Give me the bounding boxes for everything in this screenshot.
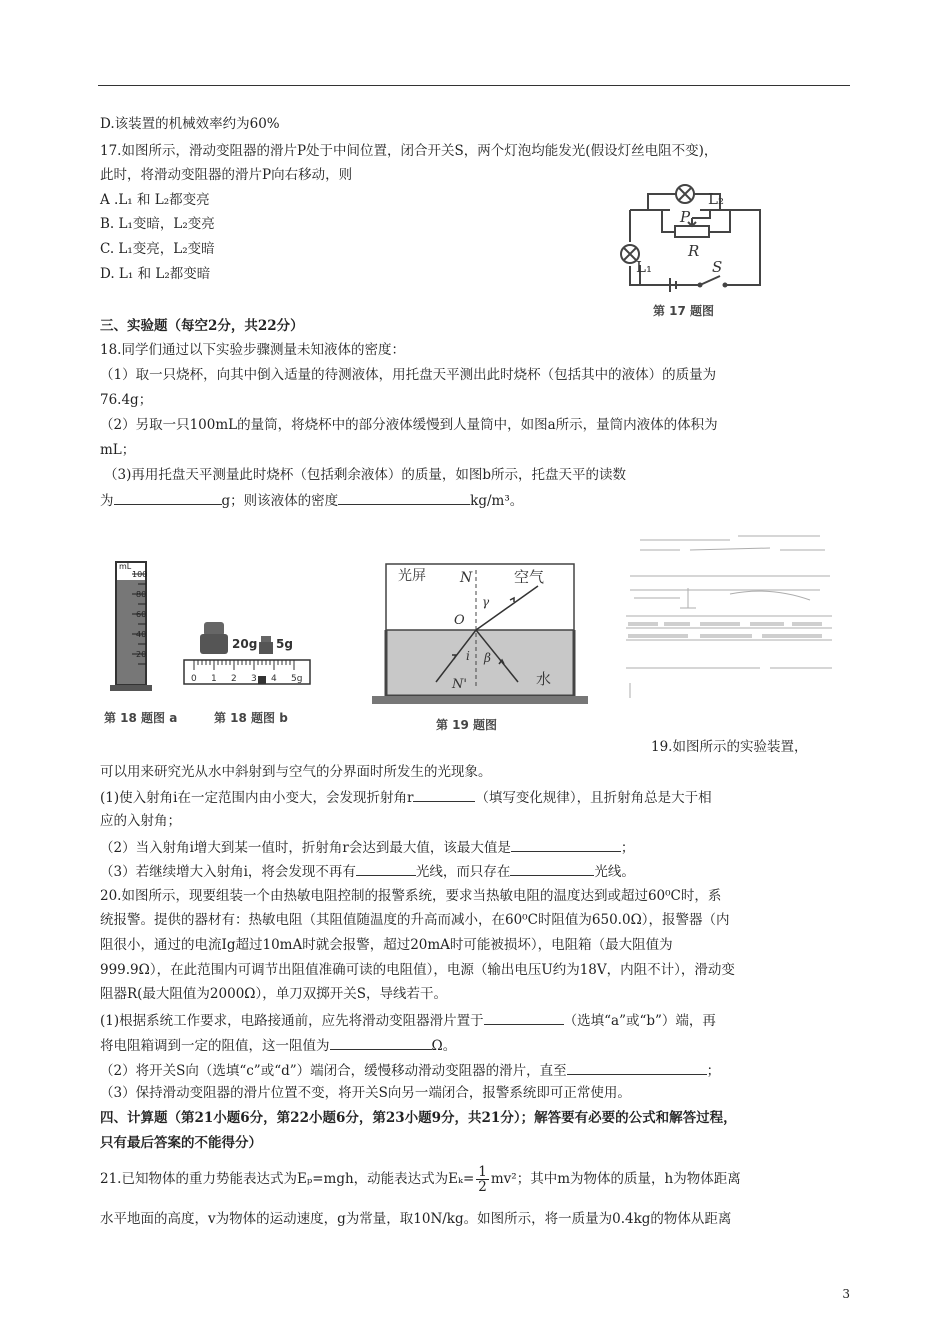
q20-part3: （3）保持滑动变阻器的滑片位置不变，将开关S向另一端闭合，报警系统即可正常使用。 [100, 1085, 631, 1101]
q20-stem-3: 阻很小，通过的电流Ig超过10mA时就会报警，超过20mA时可能被损坏），电阻箱（最大阻值为 [100, 937, 673, 953]
q19-part2-suffix: ； [620, 840, 635, 856]
fig19-o-label: O [454, 613, 465, 628]
fig19-caption: 第 19 题图 [436, 718, 498, 732]
q21-stem-2: 水平地面的高度，v为物体的运动速度，g为常量，取10N/kg。如图所示，将一质量为0.4kg的物体从距离 [100, 1211, 732, 1227]
q20-part2-suffix: ； [706, 1063, 721, 1079]
q20-stem-1: 20.如图所示，现要组装一个由热敏电阻控制的报警系统，要求当热敏电阻的温度达到或超过60⁰C时，系 [100, 888, 722, 904]
q18-step3-b [100, 490, 523, 510]
q20-condition-blank[interactable] [567, 1060, 707, 1075]
page-number: 3 [842, 1287, 850, 1301]
fig18a-caption: 第 18 题图 a [104, 711, 178, 725]
q18-mass-blank[interactable] [114, 490, 222, 505]
q17-stem-1: 17.如图所示，滑动变阻器的滑片P处于中间位置，闭合开关S，两个灯泡均能发光(假设灯丝电阻不变)， [100, 143, 718, 159]
figure-18b-balance [180, 612, 320, 692]
fig18a-tick-20: 20 [136, 650, 147, 659]
q18-step1-b: 76.4g； [100, 392, 153, 408]
fig18b-weight-5g: 5g [276, 637, 293, 651]
fig18b-scale-3: 3 [251, 674, 257, 684]
q16-option-d: D.该装置的机械效率约为60% [100, 116, 280, 132]
fig19-i-label: i [466, 649, 470, 663]
q20-part2-prefix: （2）将开关S向（选填“c”或“d”）端闭合，缓慢移动滑动变阻器的滑片，直至 [100, 1063, 567, 1079]
fraction-denominator: 2 [478, 1179, 487, 1195]
fig18b-caption: 第 18 题图 b [214, 711, 288, 725]
figure-18a-cylinder [108, 552, 158, 702]
q20-stem-2: 统报警。提供的器材有：热敏电阻（其阻值随温度的升高而减小，在60⁰C时阻值为650.0Ω），报警器（内 [100, 912, 730, 928]
fig18b-scale-2: 2 [231, 674, 237, 684]
fig19-water-label: 水 [536, 670, 552, 688]
q20-part1b-prefix: 将电阻箱调到一定的阻值，这一阻值为 [100, 1038, 330, 1054]
fig18a-unit: mL [119, 562, 132, 571]
q18-step1-a: （1）取一只烧杯，向其中倒入适量的待测液体，用托盘天平测出此时烧杯（包括其中的液体）的质量为 [100, 367, 717, 383]
q19-part1-b: 应的入射角； [100, 813, 181, 829]
q18-step2-a: （2）另取一只100mL的量筒，将烧杯中的部分液体缓慢到人量筒中，如图a所示，量筒内液体的体积为 [100, 417, 718, 433]
figure-20-faded-scan [620, 528, 845, 728]
fig18a-tick-80: 80 [136, 590, 147, 599]
q17-option-d: D. L₁ 和 L₂都变暗 [100, 266, 211, 282]
fig19-n-label: N [460, 570, 473, 586]
q19-missing-ray-blank[interactable] [356, 861, 416, 876]
q20-resistance-blank[interactable] [330, 1035, 432, 1050]
q19-part1-prefix: (1)使入射角i在一定范围内由小变大，会发现折射角r [100, 790, 414, 806]
fig19-gamma-label: γ [482, 595, 490, 609]
q19-part3-suffix: 光线。 [594, 864, 635, 880]
q19-refraction-trend-blank[interactable] [413, 787, 475, 802]
q20-part1-a [100, 1010, 716, 1030]
q19-part3-prefix: （3）若继续增大入射角i，将会发现不再有 [100, 864, 356, 880]
q19-part3-mid: 光线，而只存在 [415, 864, 511, 880]
q19-part1-a [100, 787, 712, 807]
fig19-screen-label: 光屏 [398, 568, 426, 584]
fraction-one-half [476, 1165, 489, 1194]
fig19-air-label: 空气 [514, 568, 545, 586]
q20-slider-end-blank[interactable] [484, 1010, 564, 1025]
fig18b-scale-5g: 5g [291, 674, 303, 684]
q17-option-a: A .L₁ 和 L₂都变亮 [100, 192, 210, 208]
q17-stem-2: 此时，将滑动变阻器的滑片P向右移动，则 [100, 167, 353, 183]
fig17-caption: 第 17 题图 [653, 304, 715, 318]
q19-part1-suffix: （填写变化规律），且折射角总是大于相 [475, 790, 712, 806]
fig18b-scale-1: 1 [211, 674, 217, 684]
fraction-numerator: 1 [478, 1164, 487, 1180]
q20-part1b-suffix: Ω。 [431, 1038, 457, 1054]
switch-contact [723, 283, 728, 288]
q18-step3-mid: g；则该液体的密度 [221, 493, 339, 509]
q18-step3-a: （3)再用托盘天平测量此时烧杯（包括剩余液体）的质量，如图b所示，托盘天平的读数 [104, 467, 626, 483]
q20-part1-b [100, 1035, 456, 1055]
fig17-label-s: S [712, 258, 723, 276]
switch-pivot [698, 283, 703, 288]
q19-part3 [100, 861, 635, 881]
q21-suffix: mv²；其中m为物体的质量，h为物体距离 [490, 1171, 741, 1187]
section-4-heading-2: 只有最后答案的不能得分） [100, 1135, 262, 1151]
fig18a-tick-60: 60 [136, 610, 147, 619]
q19-max-angle-blank[interactable] [511, 837, 621, 852]
figure-17-circuit [600, 180, 780, 320]
q19-stem-2: 可以用来研究光从水中斜射到与空气的分界面时所发生的光现象。 [100, 764, 492, 780]
q18-density-blank[interactable] [338, 490, 470, 505]
q20-stem-5: 阻器R(最大阻值为2000Ω），单刀双掷开关S，导线若干。 [100, 986, 447, 1002]
q18-step3-suffix: kg/m³。 [470, 493, 524, 509]
q18-step2-b: mL； [100, 442, 136, 458]
q20-part1-suffix: （选填“a”或“b”）端，再 [563, 1013, 716, 1029]
q17-option-c: C. L₁变亮，L₂变暗 [100, 241, 215, 257]
fig19-beta-label: β [484, 651, 491, 665]
section-4-heading-1: 四、计算题（第21小题6分，第22小题6分，第23小题9分，共21分）；解答要有必要的公式和解答过程， [100, 1110, 737, 1126]
section-3-heading: 三、实验题（每空2分，共22分） [100, 318, 304, 334]
fig18b-rider [258, 676, 266, 684]
fig17-label-l2: L₂ [708, 190, 724, 208]
figure-19-refraction [368, 558, 593, 713]
fig18b-scale-4: 4 [271, 674, 277, 684]
q20-stem-4: 999.9Ω），在此范围内可调节出阻值准确可读的电阻值），电源（输出电压U约为18V，内阻不计），滑动变 [100, 962, 735, 978]
fig17-label-l1: L₁ [636, 258, 652, 276]
fig19-nprime-label: N' [452, 677, 467, 692]
q20-part1-prefix: (1)根据系统工作要求，电路接通前，应先将滑动变阻器滑片置于 [100, 1013, 484, 1029]
q21-stem-1 [100, 1164, 741, 1194]
q20-part2 [100, 1060, 720, 1080]
q19-stem-1: 19.如图所示的实验装置， [651, 739, 808, 755]
fig18a-tick-40: 40 [136, 630, 147, 639]
fig18a-tick-100: 100 [132, 570, 148, 579]
q17-option-b: B. L₁变暗，L₂变亮 [100, 216, 215, 232]
q18-step3-prefix: 为 [100, 493, 114, 509]
header-rule [98, 85, 850, 86]
q21-prefix: 21.已知物体的重力势能表达式为Eₚ=mgh，动能表达式为Eₖ= [100, 1171, 475, 1187]
q18-stem: 18.同学们通过以下实验步骤测量未知液体的密度： [100, 342, 405, 358]
q19-remaining-ray-blank[interactable] [510, 861, 594, 876]
fig18b-weight-20g: 20g [232, 637, 258, 651]
fig18b-scale-0: 0 [191, 674, 197, 684]
fig17-label-r: R [688, 242, 700, 260]
q19-part2-prefix: （2）当入射角i增大到某一值时，折射角r会达到最大值，该最大值是 [100, 840, 511, 856]
q19-part2 [100, 837, 634, 857]
fig17-label-p: P [680, 208, 691, 226]
